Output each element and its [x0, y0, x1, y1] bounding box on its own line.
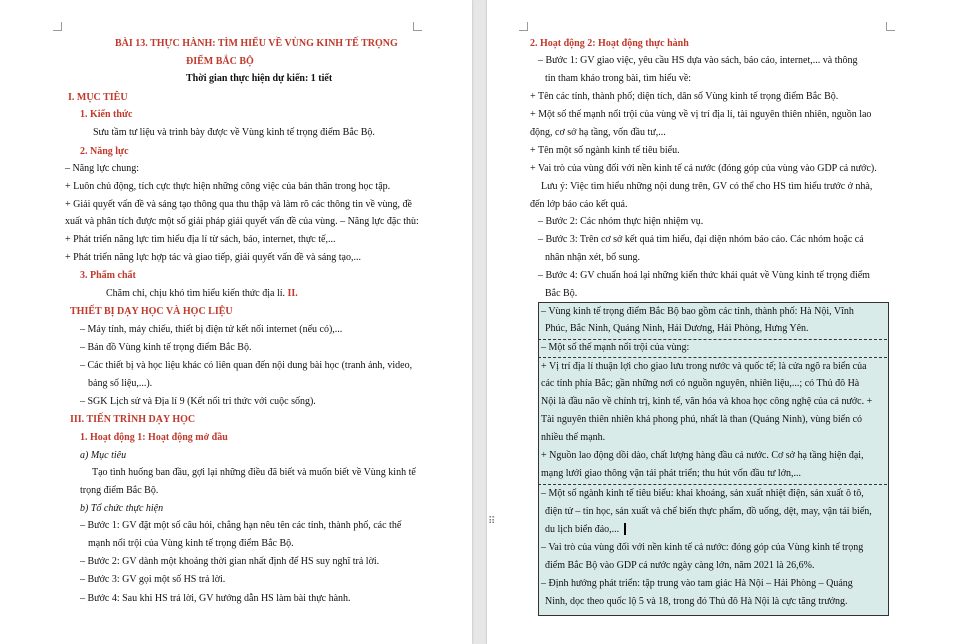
list-item: – Bước 3: GV gọi một số HS trả lời. — [80, 574, 226, 585]
paragraph: – Năng lực chung: — [65, 163, 140, 174]
summary-line: Tài nguyên thiên nhiên khá phong phú, nhất là than (Quảng Ninh), vùng biển có — [541, 414, 863, 425]
drag-handle-icon[interactable]: ⠿ — [488, 516, 494, 527]
list-item: – Bước 2: Các nhóm thực hiện nhiệm vụ. — [538, 216, 704, 227]
heading-tien-trinh: III. TIẾN TRÌNH DẠY HỌC — [70, 414, 196, 425]
list-item: – Bước 3: Trên cơ sở kết quả tìm hiểu, đại diện nhóm báo cáo. Các nhóm hoặc cá — [538, 234, 864, 245]
heading-thiet-bi: THIẾT BỊ DẠY HỌC VÀ HỌC LIỆU — [70, 306, 233, 317]
margin-mark-top-right — [886, 22, 895, 31]
summary-line: + Vị trí địa lí thuận lợi cho giao lưu trong nước và quốc tế; là cửa ngõ ra biển của — [541, 361, 867, 372]
list-item: + Một số thế mạnh nổi trội của vùng về vị trí địa lí, tài nguyên thiên nhiên, nguồn lao — [530, 109, 872, 120]
subheading-hoat-dong-2: 2. Hoạt động 2: Hoạt động thực hành — [530, 38, 689, 49]
margin-mark-top-left — [519, 22, 528, 31]
summary-line: điểm Bắc Bộ vào GDP cả nước ngày càng lớn, năm 2021 là 26,6%. — [545, 560, 815, 571]
list-item: + Tên các tỉnh, thành phố; diện tích, dân số Vùng kinh tế trọng điểm Bắc Bộ. — [530, 91, 839, 102]
list-item: – Các thiết bị và học liệu khác có liên quan đến nội dung bài học (tranh ảnh, video, — [80, 360, 413, 371]
summary-line: Nội là đầu não về chính trị, kinh tế, văn hóa và khoa học công nghệ của cả nước. + — [541, 396, 873, 407]
summary-line: mạng lưới giao thông vận tải phát triển; thu hút vốn đầu tư lớn,... — [541, 468, 801, 479]
summary-line: – Vai trò của vùng đối với nền kinh tế cả nước: đóng góp của Vùng kinh tế trọng — [541, 542, 864, 553]
list-item: bảng số liệu,...). — [88, 378, 153, 389]
box-divider — [538, 357, 887, 358]
list-item: tin tham khảo trong bài, tìm hiểu về: — [545, 73, 692, 84]
subheading-kien-thuc: 1. Kiến thức — [80, 109, 133, 120]
heading-muc-tieu: I. MỤC TIÊU — [68, 92, 128, 103]
lesson-title-cont: ĐIỂM BẮC BỘ — [186, 56, 254, 67]
list-item: nhân nhận xét, bổ sung. — [545, 252, 640, 263]
text-cursor — [624, 523, 626, 535]
list-item: Bắc Bộ. — [545, 288, 578, 299]
subheading-muc-tieu: a) Mục tiêu — [80, 450, 127, 461]
summary-line: Ninh, dọc theo quốc lộ 5 và 18, trong đó Thủ đô Hà Nội là cực tăng trưởng. — [545, 596, 848, 607]
summary-line: các tỉnh phía Bắc; gần những nơi có nguồn nguyên, nhiên liệu,...; có Thủ đô Hà — [541, 378, 860, 389]
list-item: động, cơ sở hạ tầng, vốn đầu tư,... — [530, 127, 666, 138]
summary-line: – Một số ngành kinh tế tiêu biểu: khai khoáng, sản xuất nhiệt điện, sản xuất ô tô, — [541, 488, 864, 499]
paragraph: Chăm chỉ, chịu khó tìm hiểu kiến thức địa lí. II. — [106, 288, 298, 299]
list-item: + Tên một số ngành kinh tế tiêu biểu. — [530, 145, 680, 156]
list-item: mạnh nổi trội của Vùng kinh tế trọng điểm Bắc Bộ. — [88, 538, 294, 549]
subheading-hoat-dong-1: 1. Hoạt động 1: Hoạt động mở đầu — [80, 432, 228, 443]
paragraph: + Giải quyết vấn đề và sáng tạo thông qua thu thập và làm rõ các thông tin về vùng, đề — [65, 199, 412, 210]
subheading-to-chuc: b) Tổ chức thực hiện — [80, 503, 164, 514]
box-divider — [538, 339, 887, 340]
margin-mark-top-left — [53, 22, 62, 31]
box-divider — [538, 484, 887, 485]
list-item: – Bước 1: GV giao việc, yêu cầu HS dựa vào sách, báo cáo, internet,... và thông — [538, 55, 858, 66]
summary-line: + Nguồn lao động dồi dào, chất lượng hàng đầu cả nước. Cơ sở hạ tầng hiện đại, — [541, 450, 864, 461]
summary-line: – Vùng kinh tế trọng điểm Bắc Bộ bao gồm các tỉnh, thành phố: Hà Nội, Vĩnh — [541, 306, 854, 317]
summary-line: – Một số thế mạnh nổi trội của vùng: — [541, 342, 690, 353]
paragraph: Lưu ý: Việc tìm hiểu những nội dung trên, GV có thể cho HS tìm hiểu trước ở nhà, — [541, 181, 873, 192]
lesson-title: BÀI 13. THỰC HÀNH: TÌM HIỂU VỀ VÙNG KINH TẾ TRỌNG — [115, 38, 398, 49]
summary-line: – Định hướng phát triển: tập trung vào tam giác Hà Nội – Hải Phòng – Quảng — [541, 578, 853, 589]
subheading-pham-chat: 3. Phẩm chất — [80, 270, 136, 281]
list-item: – Máy tính, máy chiếu, thiết bị điện tử kết nối internet (nếu có),... — [80, 324, 343, 335]
paragraph: + Phát triển năng lực tìm hiểu địa lí từ sách, báo, internet, thực tế,... — [65, 234, 336, 245]
subheading-nang-luc: 2. Năng lực — [80, 146, 129, 157]
summary-line: Phúc, Bắc Ninh, Quảng Ninh, Hải Dương, Hải Phòng, Hưng Yên. — [545, 323, 809, 334]
summary-line: du lịch biển đảo,... — [545, 524, 620, 535]
list-item: – Bước 4: Sau khi HS trả lời, GV hướng dẫn HS làm bài thực hành. — [80, 593, 351, 604]
margin-mark-top-right — [413, 22, 422, 31]
list-item: – Bản đồ Vùng kinh tế trọng điểm Bắc Bộ. — [80, 342, 252, 353]
list-item: + Vai trò của vùng đối với nền kinh tế cả nước (đóng góp của vùng vào GDP cả nước). — [530, 163, 877, 174]
list-item: – Bước 1: GV đặt một số câu hỏi, chẳng hạn nêu tên các tỉnh, thành phố, các thế — [80, 520, 402, 531]
paragraph: Tạo tình huống ban đầu, gợi lại những điều đã biết và muốn biết về Vùng kinh tế — [92, 467, 416, 478]
paragraph: + Luôn chủ động, tích cực thực hiện những công việc của bản thân trong học tập. — [65, 181, 391, 192]
paragraph: Sưu tầm tư liệu và trình bày được về Vùng kinh tế trọng điểm Bắc Bộ. — [93, 127, 375, 138]
paragraph: + Phát triển năng lực hợp tác và giao tiếp, giải quyết vấn đề và sáng tạo,... — [65, 252, 361, 263]
summary-line: nhiều thế mạnh. — [541, 432, 606, 443]
list-item: – Bước 4: GV chuẩn hoá lại những kiến thức khái quát về Vùng kinh tế trọng điểm — [538, 270, 870, 281]
summary-line: điện tử – tin học, sản xuất và chế biến thực phẩm, đồ uống, dệt, may, vận tải biển, — [545, 506, 872, 517]
paragraph: xuất và phân tích được một số giải pháp giải quyết vấn đề của vùng. – Năng lực đặc thù: — [65, 216, 419, 227]
duration-text: Thời gian thực hiện dự kiến: 1 tiết — [186, 73, 333, 84]
paragraph: đến lớp báo cáo kết quả. — [530, 199, 628, 210]
list-item: – Bước 2: GV dành một khoảng thời gian nhất định để HS suy nghĩ trả lời. — [80, 556, 380, 567]
paragraph: trọng điểm Bắc Bộ. — [80, 485, 159, 496]
list-item: – SGK Lịch sử và Địa lí 9 (Kết nối tri thức với cuộc sống). — [80, 396, 316, 407]
